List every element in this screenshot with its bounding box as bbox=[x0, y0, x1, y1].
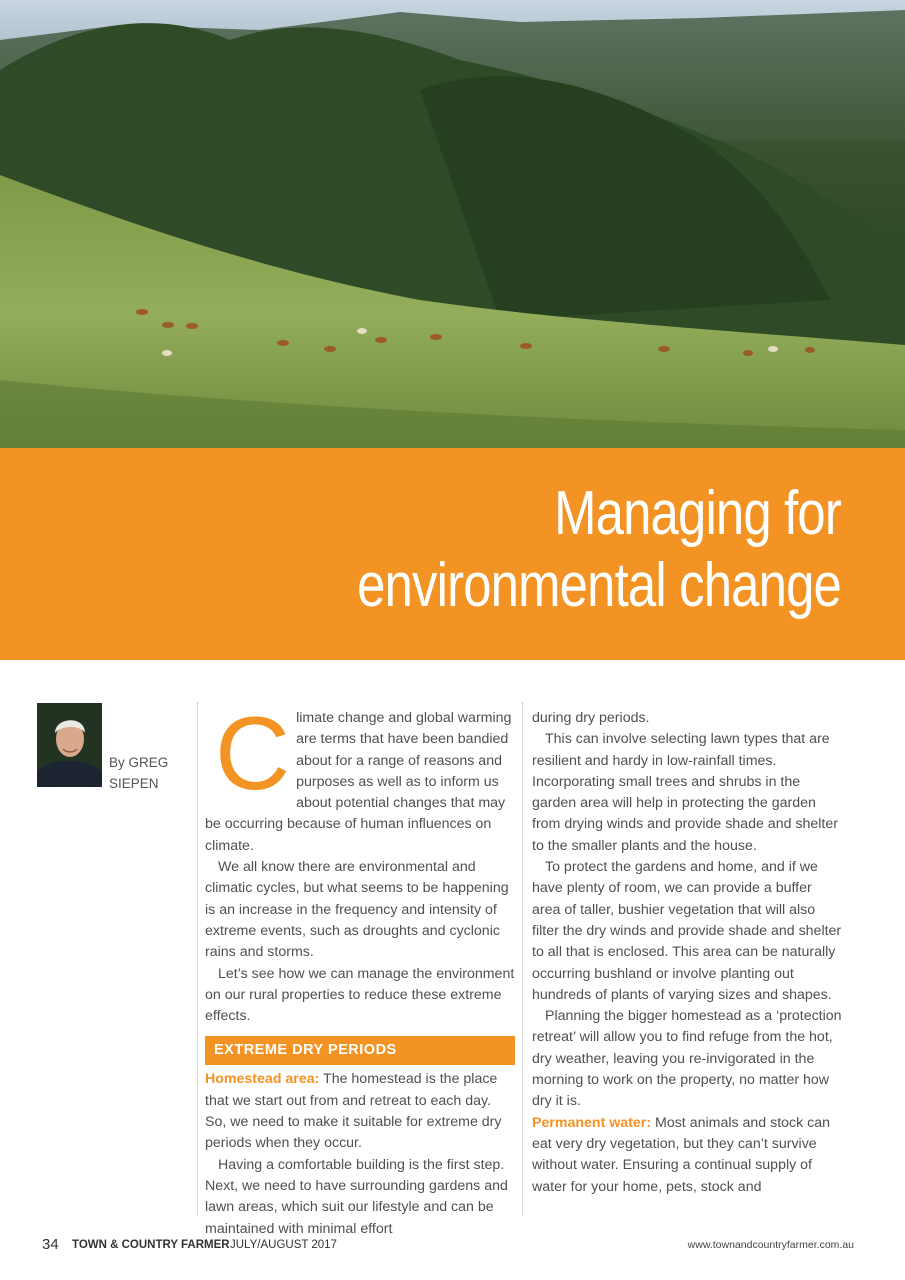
paragraph: This can involve selecting lawn types that are resilient and hardy in low-rainfall times. Incorporating small trees and shrubs in the garden area will help in protecting the garden from drying winds and provide shade and shelter to the smaller plants and the house. bbox=[532, 731, 838, 854]
paragraph: Homestead area: The homestead is the place that we start out from and retreat to each day. So, we need to make it suitable for extreme dry periods when they occur. bbox=[205, 1071, 502, 1152]
intro-paragraph: Climate change and global warming are terms that have been bandied about for a range of reasons and purposes as well as to inform us about potential changes that may be occurring because of human influences on climate. bbox=[205, 696, 512, 854]
author-portrait-icon bbox=[37, 703, 102, 787]
column-divider-middle bbox=[522, 702, 523, 1216]
article-title bbox=[267, 478, 841, 622]
page-footer bbox=[42, 1238, 854, 1258]
author-photo bbox=[37, 703, 102, 787]
title-band bbox=[0, 448, 905, 660]
paragraph: To protect the gardens and home, and if we have plenty of room, we can provide a buffer area of taller, bushier vegetation that will also filter the dry winds and provide shade and shelter to all that is enclosed. This area can be naturally occurring bushland or involve planting out hundreds of plants of varying sizes and shapes. bbox=[532, 859, 842, 1003]
byline-name: SIEPEN bbox=[109, 776, 159, 791]
paragraph: Planning the bigger homestead as a ‘protection retreat’ will allow you to find refuge from the hot, dry weather, leaving you re-invigorated in the morning to work on the property, no matter how dry it is. bbox=[532, 1008, 842, 1110]
section-heading: EXTREME DRY PERIODS bbox=[205, 1036, 515, 1065]
paragraph: Permanent water: Most animals and stock can eat very dry vegetation, but they can’t survive without water. Ensuring a continual supply of water for your home, pets, stock and bbox=[532, 1114, 831, 1195]
column-divider-left bbox=[197, 702, 198, 1216]
paragraph-lead: Permanent water: bbox=[532, 1114, 652, 1131]
paragraph: Let’s see how we can manage the environment on our rural properties to reduce these extreme effects. bbox=[205, 965, 515, 1025]
byline-by: By GREG bbox=[109, 755, 169, 770]
column-2 bbox=[532, 708, 844, 1198]
title-line-2: environmental change bbox=[357, 551, 841, 620]
paragraph-lead: Homestead area: bbox=[205, 1071, 320, 1088]
website-url[interactable]: www.townandcountryfarmer.com.au bbox=[687, 1239, 854, 1251]
title-line-1: Managing for bbox=[554, 479, 841, 548]
hero-photo bbox=[0, 0, 905, 448]
column-1 bbox=[205, 696, 515, 1240]
paragraph: We all know there are environmental and climatic cycles, but what seems to be happening is an increase in the frequency and intensity of extreme events, such as droughts and cyclonic rains and storms. bbox=[205, 859, 509, 961]
paragraph: during dry periods. bbox=[532, 710, 650, 726]
landscape-illustration bbox=[0, 0, 905, 448]
page-number: 34 bbox=[42, 1236, 59, 1253]
paragraph: Having a comfortable building is the first step. Next, we need to have surrounding gardens and lawn areas, which suit our lifestyle and can be maintained with minimal effort bbox=[205, 1156, 508, 1237]
dropcap: C bbox=[215, 696, 291, 812]
byline bbox=[109, 752, 168, 794]
issue-date: JULY/AUGUST 2017 bbox=[230, 1239, 337, 1251]
magazine-name: TOWN & COUNTRY FARMER bbox=[72, 1239, 230, 1251]
